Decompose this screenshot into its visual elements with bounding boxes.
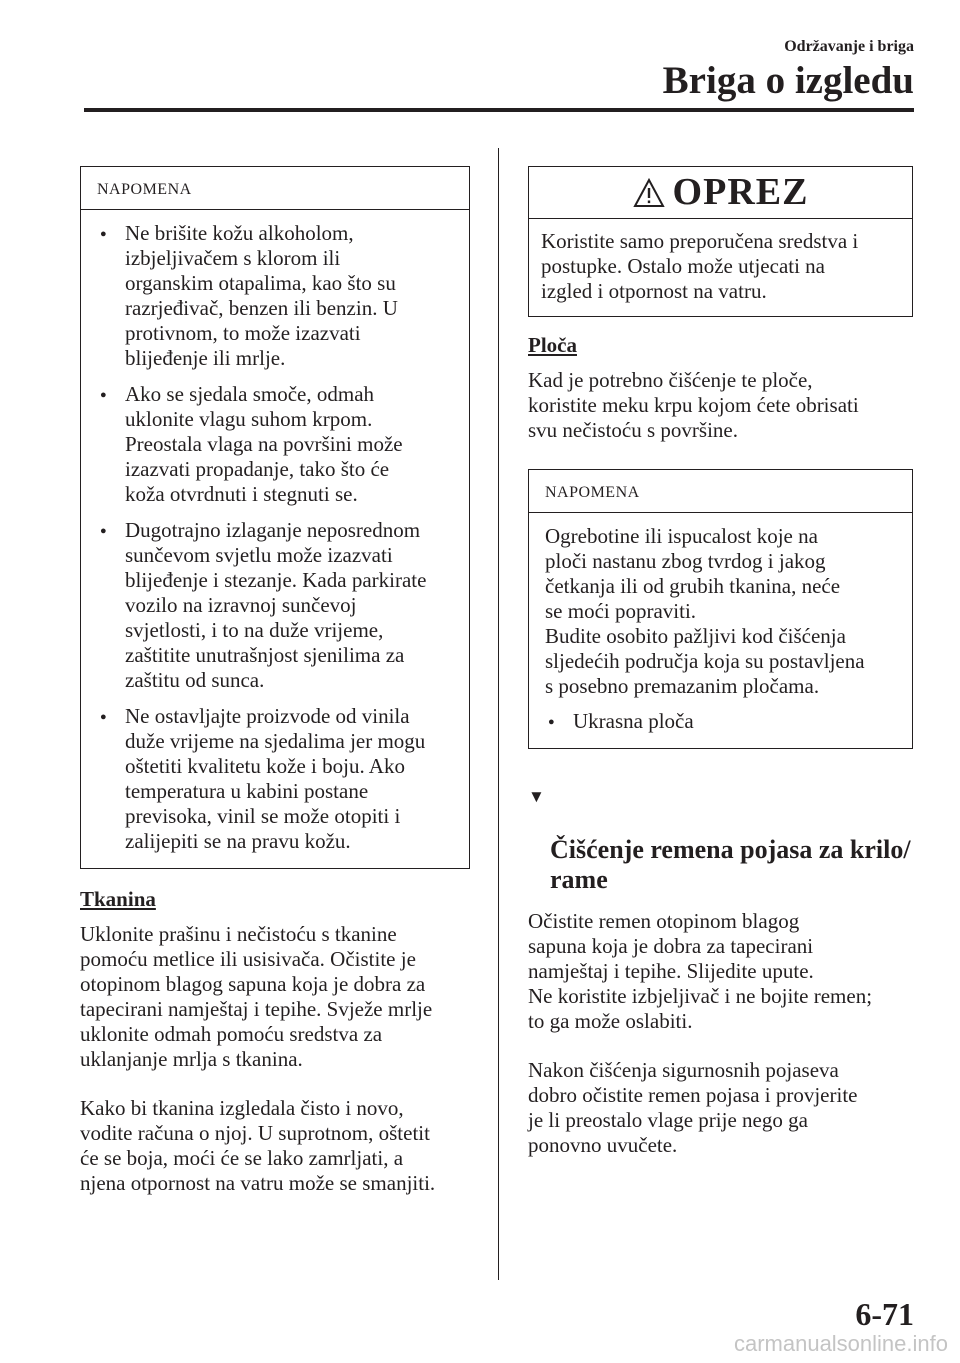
page-number: 6-71 — [855, 1296, 914, 1332]
note-text: Ogrebotine ili ispucalost koje na ploči nastanu zbog tvrdog i jakog četkanja ili od grubih tkanina, neće se moći popraviti. Budite osobito pažljivi kod čišćenja sljedećih područja koja su postavljena s posebno premazanim pločama. — [545, 524, 865, 698]
note-body — [81, 210, 469, 868]
caution-box — [528, 166, 913, 317]
note-heading: NAPOMENA — [529, 470, 912, 513]
note-body — [529, 513, 912, 748]
section-label: Održavanje i briga — [784, 38, 914, 55]
header-rule — [84, 108, 914, 112]
belt-paragraph: Nakon čišćenja sigurnosnih pojaseva dobro očistite remen pojasa i provjerite je li preostalo vlage prije nego ga ponovno uvučete. — [528, 1058, 858, 1157]
note-box-panel — [528, 469, 913, 749]
note-item: ● Ne ostavljajte proizvode od vinila duže vrijeme na sjedalima jer mogu oštetiti kvalitetu kože i boju. Ako temperatura u kabini postane previsoka, vinil se može otopiti i zalijepiti se na pravu kožu. — [97, 704, 453, 854]
note-item: ● Ako se sjedala smoče, odmah uklonite vlagu suhom krpom. Preostala vlaga na površini može izazvati propadanje, tako što će koža otvrdnuti i stegnuti se. — [97, 382, 453, 507]
belt-section-heading — [528, 775, 913, 895]
panel-paragraph: Kad je potrebno čišćenje te ploče, koristite meku krpu kojom ćete obrisati svu nečistoću s površine. — [528, 368, 859, 442]
note-heading: NAPOMENA — [81, 167, 469, 210]
warning-triangle-icon — [633, 178, 665, 208]
caution-heading: OPREZ — [672, 171, 809, 213]
fabric-paragraph: Kako bi tkanina izgledala čisto i novo, vodite računa o njoj. U suprotnom, oštetit će se boja, moći će se lako zamrljati, a njena otpornost na vatru može se smanjiti. — [80, 1096, 436, 1195]
note-item: ● Dugotrajno izlaganje neposrednom sunčevom svjetlu može izazvati blijeđenje i stezanje. Kada parkirate vozilo na izravnoj sunčevoj svjetlosti, i to na duže vrijeme, zaštitite unutrašnjost sjenilima za zaštitu od sunca. — [97, 518, 453, 693]
note-box-leather — [80, 166, 470, 869]
left-column — [80, 166, 470, 1196]
belt-paragraph: Očistite remen otopinom blagog sapuna koja je dobra za tapecirani namještaj i tepihe. Slijedite upute. Ne koristite izbjeljivač i ne bojite remen; to ga može oslabiti. — [528, 909, 873, 1033]
note-list — [97, 221, 453, 854]
watermark: carmanualsonline.info — [733, 1331, 948, 1356]
caution-header — [529, 167, 912, 219]
right-column — [528, 166, 913, 1158]
page-title: Briga o izgledu — [662, 59, 914, 102]
fabric-heading: Tkanina — [80, 887, 156, 911]
panel-heading: Ploča — [528, 333, 577, 357]
fabric-paragraph: Uklonite prašinu i nečistoću s tkanine pomoću metlice ili usisivača. Očistite je otopinom blagog sapuna koja je dobra za tapecirani namještaj i tepihe. Svježe mrlje uklonite odmah pomoću sredstva za uklanjanje mrlja s tkanina. — [80, 922, 433, 1071]
note-item: ● Ne brišite kožu alkoholom, izbjeljivačem s klorom ili organskim otapalima, kao što su razrjeđivač, benzen ili benzin. U protivnom, to može izazvati blijeđenje ili mrlje. — [97, 221, 453, 371]
note-list — [545, 709, 896, 734]
column-divider — [498, 148, 499, 1280]
note-item: ● Ukrasna ploča — [545, 709, 896, 734]
caution-text: Koristite samo preporučena sredstva i postupke. Ostalo može utjecati na izgled i otpornost na vatru. — [541, 229, 859, 303]
triangle-marker-icon: ▼ — [528, 787, 545, 806]
belt-heading-text: Čišćenje remena pojasa za krilo/ rame — [550, 835, 911, 894]
